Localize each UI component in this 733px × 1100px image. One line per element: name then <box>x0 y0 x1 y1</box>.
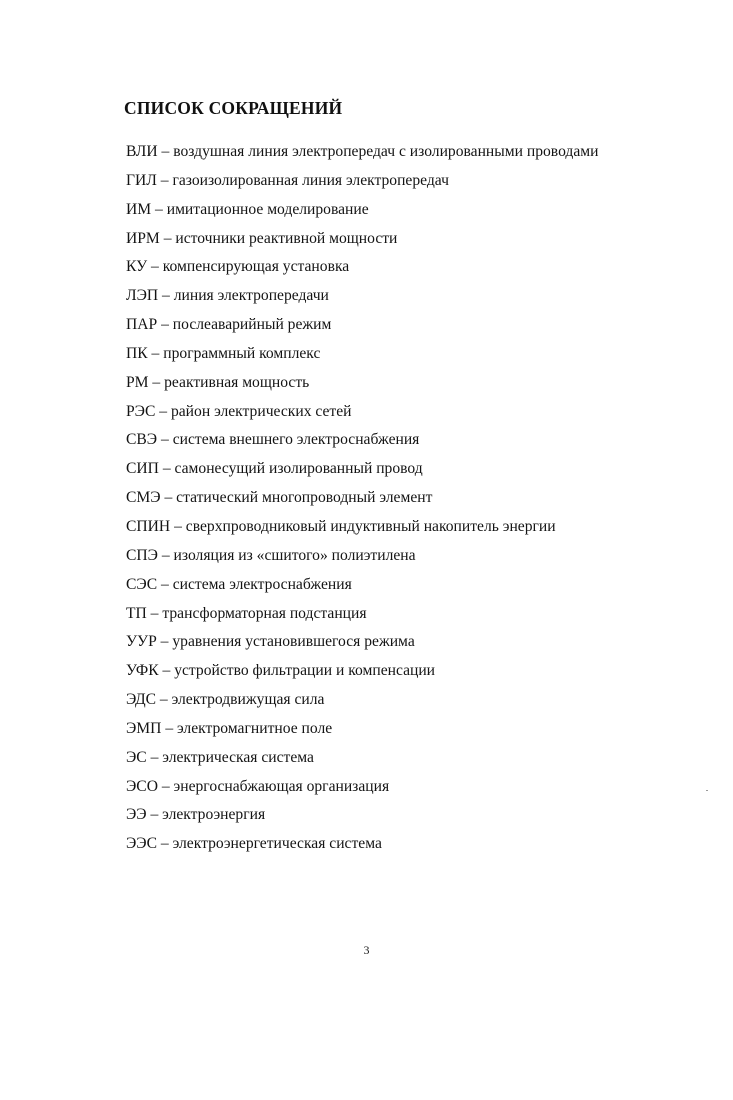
list-item: СПИН – сверхпроводниковый индуктивный накопитель энергии <box>126 517 556 535</box>
list-item: ТП – трансформаторная подстанция <box>126 604 367 622</box>
list-item: СМЭ – статический многопроводный элемент <box>126 489 433 507</box>
list-item: ПК – программный комплекс <box>126 344 321 362</box>
scan-speck <box>706 790 708 791</box>
list-item: ИРМ – источники реактивной мощности <box>126 229 398 247</box>
list-item: ПАР – послеаварийный режим <box>126 316 332 334</box>
list-item: СИП – самонесущий изолированный провод <box>126 460 423 478</box>
list-item: ЭСО – энергоснабжающая организация <box>126 777 390 795</box>
list-item: РЭС – район электрических сетей <box>126 402 352 420</box>
page-heading: СПИСОК СОКРАЩЕНИЙ <box>124 98 343 118</box>
list-item: СВЭ – система внешнего электроснабжения <box>126 431 420 449</box>
list-item: ЭЭС – электроэнергетическая система <box>126 835 382 853</box>
list-item: ЭДС – электродвижущая сила <box>126 691 325 709</box>
page-number: 3 <box>363 943 370 957</box>
abbreviation-list <box>126 138 598 859</box>
list-item: УУР – уравнения установившегося режима <box>126 633 415 651</box>
list-item: ИМ – имитационное моделирование <box>126 200 369 218</box>
list-item: ГИЛ – газоизолированная линия электропередач <box>126 171 449 189</box>
list-item: СЭС – система электроснабжения <box>126 575 352 593</box>
list-item: РМ – реактивная мощность <box>126 373 310 391</box>
list-item: КУ – компенсирующая установка <box>126 258 350 276</box>
list-item: УФК – устройство фильтрации и компенсации <box>126 662 436 680</box>
list-item: ЛЭП – линия электропередачи <box>126 287 329 305</box>
list-item: ЭЭ – электроэнергия <box>126 806 266 824</box>
list-item: ВЛИ – воздушная линия электропередач с изолированными проводами <box>126 143 599 160</box>
list-item: ЭС – электрическая система <box>126 748 314 766</box>
list-item: СПЭ – изоляция из «сшитого» полиэтилена <box>126 546 416 564</box>
list-item: ЭМП – электромагнитное поле <box>126 719 333 737</box>
